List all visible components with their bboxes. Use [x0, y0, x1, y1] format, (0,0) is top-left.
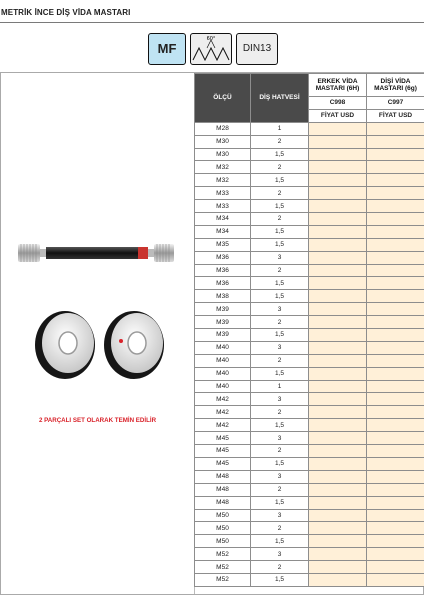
- table-row: [195, 445, 424, 458]
- size-cell: M42: [195, 419, 251, 432]
- pitch-cell: 3: [251, 509, 309, 522]
- male-gauge-code: C998: [309, 97, 367, 110]
- table-row: [195, 225, 424, 238]
- pitch-cell: 1,5: [251, 290, 309, 303]
- pitch-cell: 2: [251, 561, 309, 574]
- female-price-cell: [367, 380, 424, 393]
- table-row: [195, 496, 424, 509]
- female-price-cell: [367, 251, 424, 264]
- gauge-spec-table: [194, 73, 424, 587]
- male-price-cell: [309, 561, 367, 574]
- mf-badge: MF: [148, 33, 186, 65]
- female-price-cell: [367, 174, 424, 187]
- pitch-cell: 3: [251, 432, 309, 445]
- table-row: [195, 187, 424, 200]
- male-price-cell: [309, 200, 367, 213]
- table-row: [195, 316, 424, 329]
- size-cell: M33: [195, 200, 251, 213]
- pitch-cell: 2: [251, 161, 309, 174]
- size-cell: M52: [195, 561, 251, 574]
- female-price-cell: [367, 496, 424, 509]
- female-price-cell: [367, 161, 424, 174]
- pitch-cell: 1,5: [251, 573, 309, 586]
- table-row: [195, 393, 424, 406]
- table-row: [195, 341, 424, 354]
- female-price-cell: [367, 367, 424, 380]
- pitch-cell: 1,5: [251, 277, 309, 290]
- female-price-cell: [367, 406, 424, 419]
- male-price-label: FİYAT USD: [309, 109, 367, 122]
- size-cell: M40: [195, 367, 251, 380]
- size-cell: M45: [195, 457, 251, 470]
- female-price-cell: [367, 522, 424, 535]
- size-cell: M30: [195, 148, 251, 161]
- size-cell: M48: [195, 496, 251, 509]
- female-price-cell: [367, 303, 424, 316]
- table-row: [195, 432, 424, 445]
- male-price-cell: [309, 135, 367, 148]
- male-price-cell: [309, 316, 367, 329]
- male-price-cell: [309, 225, 367, 238]
- male-price-cell: [309, 457, 367, 470]
- female-price-label: FİYAT USD: [367, 109, 424, 122]
- set-supply-note: 2 PARÇALI SET OLARAK TEMİN EDİLİR: [38, 417, 157, 424]
- pitch-cell: 3: [251, 303, 309, 316]
- pitch-cell: 1,5: [251, 419, 309, 432]
- pitch-cell: 1: [251, 380, 309, 393]
- table-row: [195, 290, 424, 303]
- size-cell: M52: [195, 548, 251, 561]
- table-row: [195, 161, 424, 174]
- male-price-cell: [309, 445, 367, 458]
- female-price-cell: [367, 470, 424, 483]
- table-row: [195, 303, 424, 316]
- pitch-cell: 2: [251, 264, 309, 277]
- table-row: [195, 148, 424, 161]
- size-cell: M40: [195, 354, 251, 367]
- female-price-cell: [367, 277, 424, 290]
- pitch-cell: 2: [251, 483, 309, 496]
- pitch-cell: 1,5: [251, 329, 309, 342]
- female-gauge-header: DİŞİ VİDA MASTARI (6g): [367, 74, 424, 97]
- pitch-cell: 2: [251, 213, 309, 226]
- female-price-cell: [367, 445, 424, 458]
- table-row: [195, 522, 424, 535]
- female-price-cell: [367, 509, 424, 522]
- size-cell: M28: [195, 122, 251, 135]
- female-price-cell: [367, 419, 424, 432]
- thread-profile-icon: [191, 34, 231, 64]
- pitch-cell: 1,5: [251, 367, 309, 380]
- size-cell: M42: [195, 406, 251, 419]
- male-price-cell: [309, 354, 367, 367]
- pitch-cell: 1,5: [251, 496, 309, 509]
- pitch-cell: 1,5: [251, 535, 309, 548]
- table-row: [195, 135, 424, 148]
- title-divider: [0, 22, 424, 23]
- table-row: [195, 573, 424, 586]
- female-price-cell: [367, 148, 424, 161]
- pitch-cell: 2: [251, 354, 309, 367]
- pitch-cell: 1,5: [251, 238, 309, 251]
- pitch-cell: 2: [251, 522, 309, 535]
- male-price-cell: [309, 483, 367, 496]
- male-price-cell: [309, 238, 367, 251]
- pitch-cell: 1,5: [251, 457, 309, 470]
- size-cell: M45: [195, 445, 251, 458]
- male-price-cell: [309, 393, 367, 406]
- table-row: [195, 419, 424, 432]
- table-row: [195, 264, 424, 277]
- size-cell: M36: [195, 251, 251, 264]
- male-price-cell: [309, 264, 367, 277]
- size-cell: M50: [195, 535, 251, 548]
- size-cell: M50: [195, 509, 251, 522]
- male-price-cell: [309, 303, 367, 316]
- pitch-cell: 2: [251, 316, 309, 329]
- pitch-cell: 3: [251, 470, 309, 483]
- size-cell: M48: [195, 470, 251, 483]
- pitch-cell: 1: [251, 122, 309, 135]
- size-cell: M40: [195, 341, 251, 354]
- page-title: METRİK İNCE DİŞ VİDA MASTARI: [1, 8, 131, 17]
- table-row: [195, 457, 424, 470]
- table-row: [195, 277, 424, 290]
- female-price-cell: [367, 122, 424, 135]
- size-cell: M45: [195, 432, 251, 445]
- male-price-cell: [309, 367, 367, 380]
- table-row: [195, 329, 424, 342]
- size-cell: M40: [195, 380, 251, 393]
- male-gauge-header: ERKEK VİDA MASTARI (6H): [309, 74, 367, 97]
- pitch-cell: 2: [251, 445, 309, 458]
- size-column-header: ÖLÇÜ: [195, 74, 251, 123]
- male-price-cell: [309, 548, 367, 561]
- table-row: [195, 470, 424, 483]
- male-price-cell: [309, 470, 367, 483]
- ring-gauges-image: [31, 303, 171, 383]
- thread-profile-badge: [190, 33, 232, 65]
- pitch-cell: 2: [251, 187, 309, 200]
- size-cell: M34: [195, 225, 251, 238]
- spec-rows: [195, 122, 424, 586]
- female-price-cell: [367, 316, 424, 329]
- pitch-cell: 2: [251, 135, 309, 148]
- pitch-cell: 3: [251, 341, 309, 354]
- male-price-cell: [309, 161, 367, 174]
- size-cell: M30: [195, 135, 251, 148]
- pitch-cell: 1,5: [251, 225, 309, 238]
- pitch-cell: 2: [251, 406, 309, 419]
- female-price-cell: [367, 135, 424, 148]
- male-price-cell: [309, 573, 367, 586]
- female-price-cell: [367, 354, 424, 367]
- female-price-cell: [367, 535, 424, 548]
- size-cell: M39: [195, 303, 251, 316]
- male-price-cell: [309, 329, 367, 342]
- male-price-cell: [309, 406, 367, 419]
- female-price-cell: [367, 573, 424, 586]
- size-cell: M32: [195, 174, 251, 187]
- product-frame: [0, 72, 424, 595]
- male-price-cell: [309, 380, 367, 393]
- female-price-cell: [367, 341, 424, 354]
- table-row: [195, 483, 424, 496]
- size-cell: M36: [195, 277, 251, 290]
- size-cell: M52: [195, 573, 251, 586]
- table-row: [195, 548, 424, 561]
- male-price-cell: [309, 148, 367, 161]
- pitch-cell: 1,5: [251, 148, 309, 161]
- pitch-cell: 3: [251, 251, 309, 264]
- table-row: [195, 561, 424, 574]
- male-price-cell: [309, 509, 367, 522]
- male-price-cell: [309, 187, 367, 200]
- female-price-cell: [367, 393, 424, 406]
- female-gauge-code: C997: [367, 97, 424, 110]
- pitch-cell: 1,5: [251, 200, 309, 213]
- pitch-cell: 1,5: [251, 174, 309, 187]
- female-price-cell: [367, 548, 424, 561]
- male-price-cell: [309, 174, 367, 187]
- female-price-cell: [367, 187, 424, 200]
- female-price-cell: [367, 432, 424, 445]
- female-price-cell: [367, 290, 424, 303]
- male-price-cell: [309, 213, 367, 226]
- male-price-cell: [309, 341, 367, 354]
- female-price-cell: [367, 329, 424, 342]
- din-badge: DIN13: [236, 33, 278, 65]
- female-price-cell: [367, 238, 424, 251]
- male-price-cell: [309, 290, 367, 303]
- female-price-cell: [367, 213, 424, 226]
- table-row: [195, 380, 424, 393]
- table-row: [195, 535, 424, 548]
- size-cell: M48: [195, 483, 251, 496]
- female-price-cell: [367, 457, 424, 470]
- product-image-panel: [1, 73, 195, 594]
- plug-gauge-image: [16, 241, 176, 265]
- male-price-cell: [309, 277, 367, 290]
- table-row: [195, 509, 424, 522]
- table-row: [195, 213, 424, 226]
- size-cell: M39: [195, 329, 251, 342]
- table-row: [195, 174, 424, 187]
- size-cell: M39: [195, 316, 251, 329]
- size-cell: M33: [195, 187, 251, 200]
- size-cell: M34: [195, 213, 251, 226]
- male-price-cell: [309, 496, 367, 509]
- female-price-cell: [367, 264, 424, 277]
- female-price-cell: [367, 561, 424, 574]
- female-price-cell: [367, 483, 424, 496]
- table-row: [195, 406, 424, 419]
- pitch-cell: 3: [251, 548, 309, 561]
- thread-angle-label: 60°: [206, 36, 216, 42]
- table-row: [195, 251, 424, 264]
- table-row: [195, 238, 424, 251]
- male-price-cell: [309, 419, 367, 432]
- male-price-cell: [309, 535, 367, 548]
- table-row: [195, 200, 424, 213]
- size-cell: M35: [195, 238, 251, 251]
- size-cell: M38: [195, 290, 251, 303]
- size-cell: M32: [195, 161, 251, 174]
- table-row: [195, 367, 424, 380]
- male-price-cell: [309, 122, 367, 135]
- male-price-cell: [309, 522, 367, 535]
- male-price-cell: [309, 432, 367, 445]
- pitch-cell: 3: [251, 393, 309, 406]
- table-row: [195, 354, 424, 367]
- pitch-column-header: DİŞ HATVESİ: [251, 74, 309, 123]
- female-price-cell: [367, 225, 424, 238]
- male-price-cell: [309, 251, 367, 264]
- table-row: [195, 122, 424, 135]
- size-cell: M42: [195, 393, 251, 406]
- female-price-cell: [367, 200, 424, 213]
- size-cell: M36: [195, 264, 251, 277]
- size-cell: M50: [195, 522, 251, 535]
